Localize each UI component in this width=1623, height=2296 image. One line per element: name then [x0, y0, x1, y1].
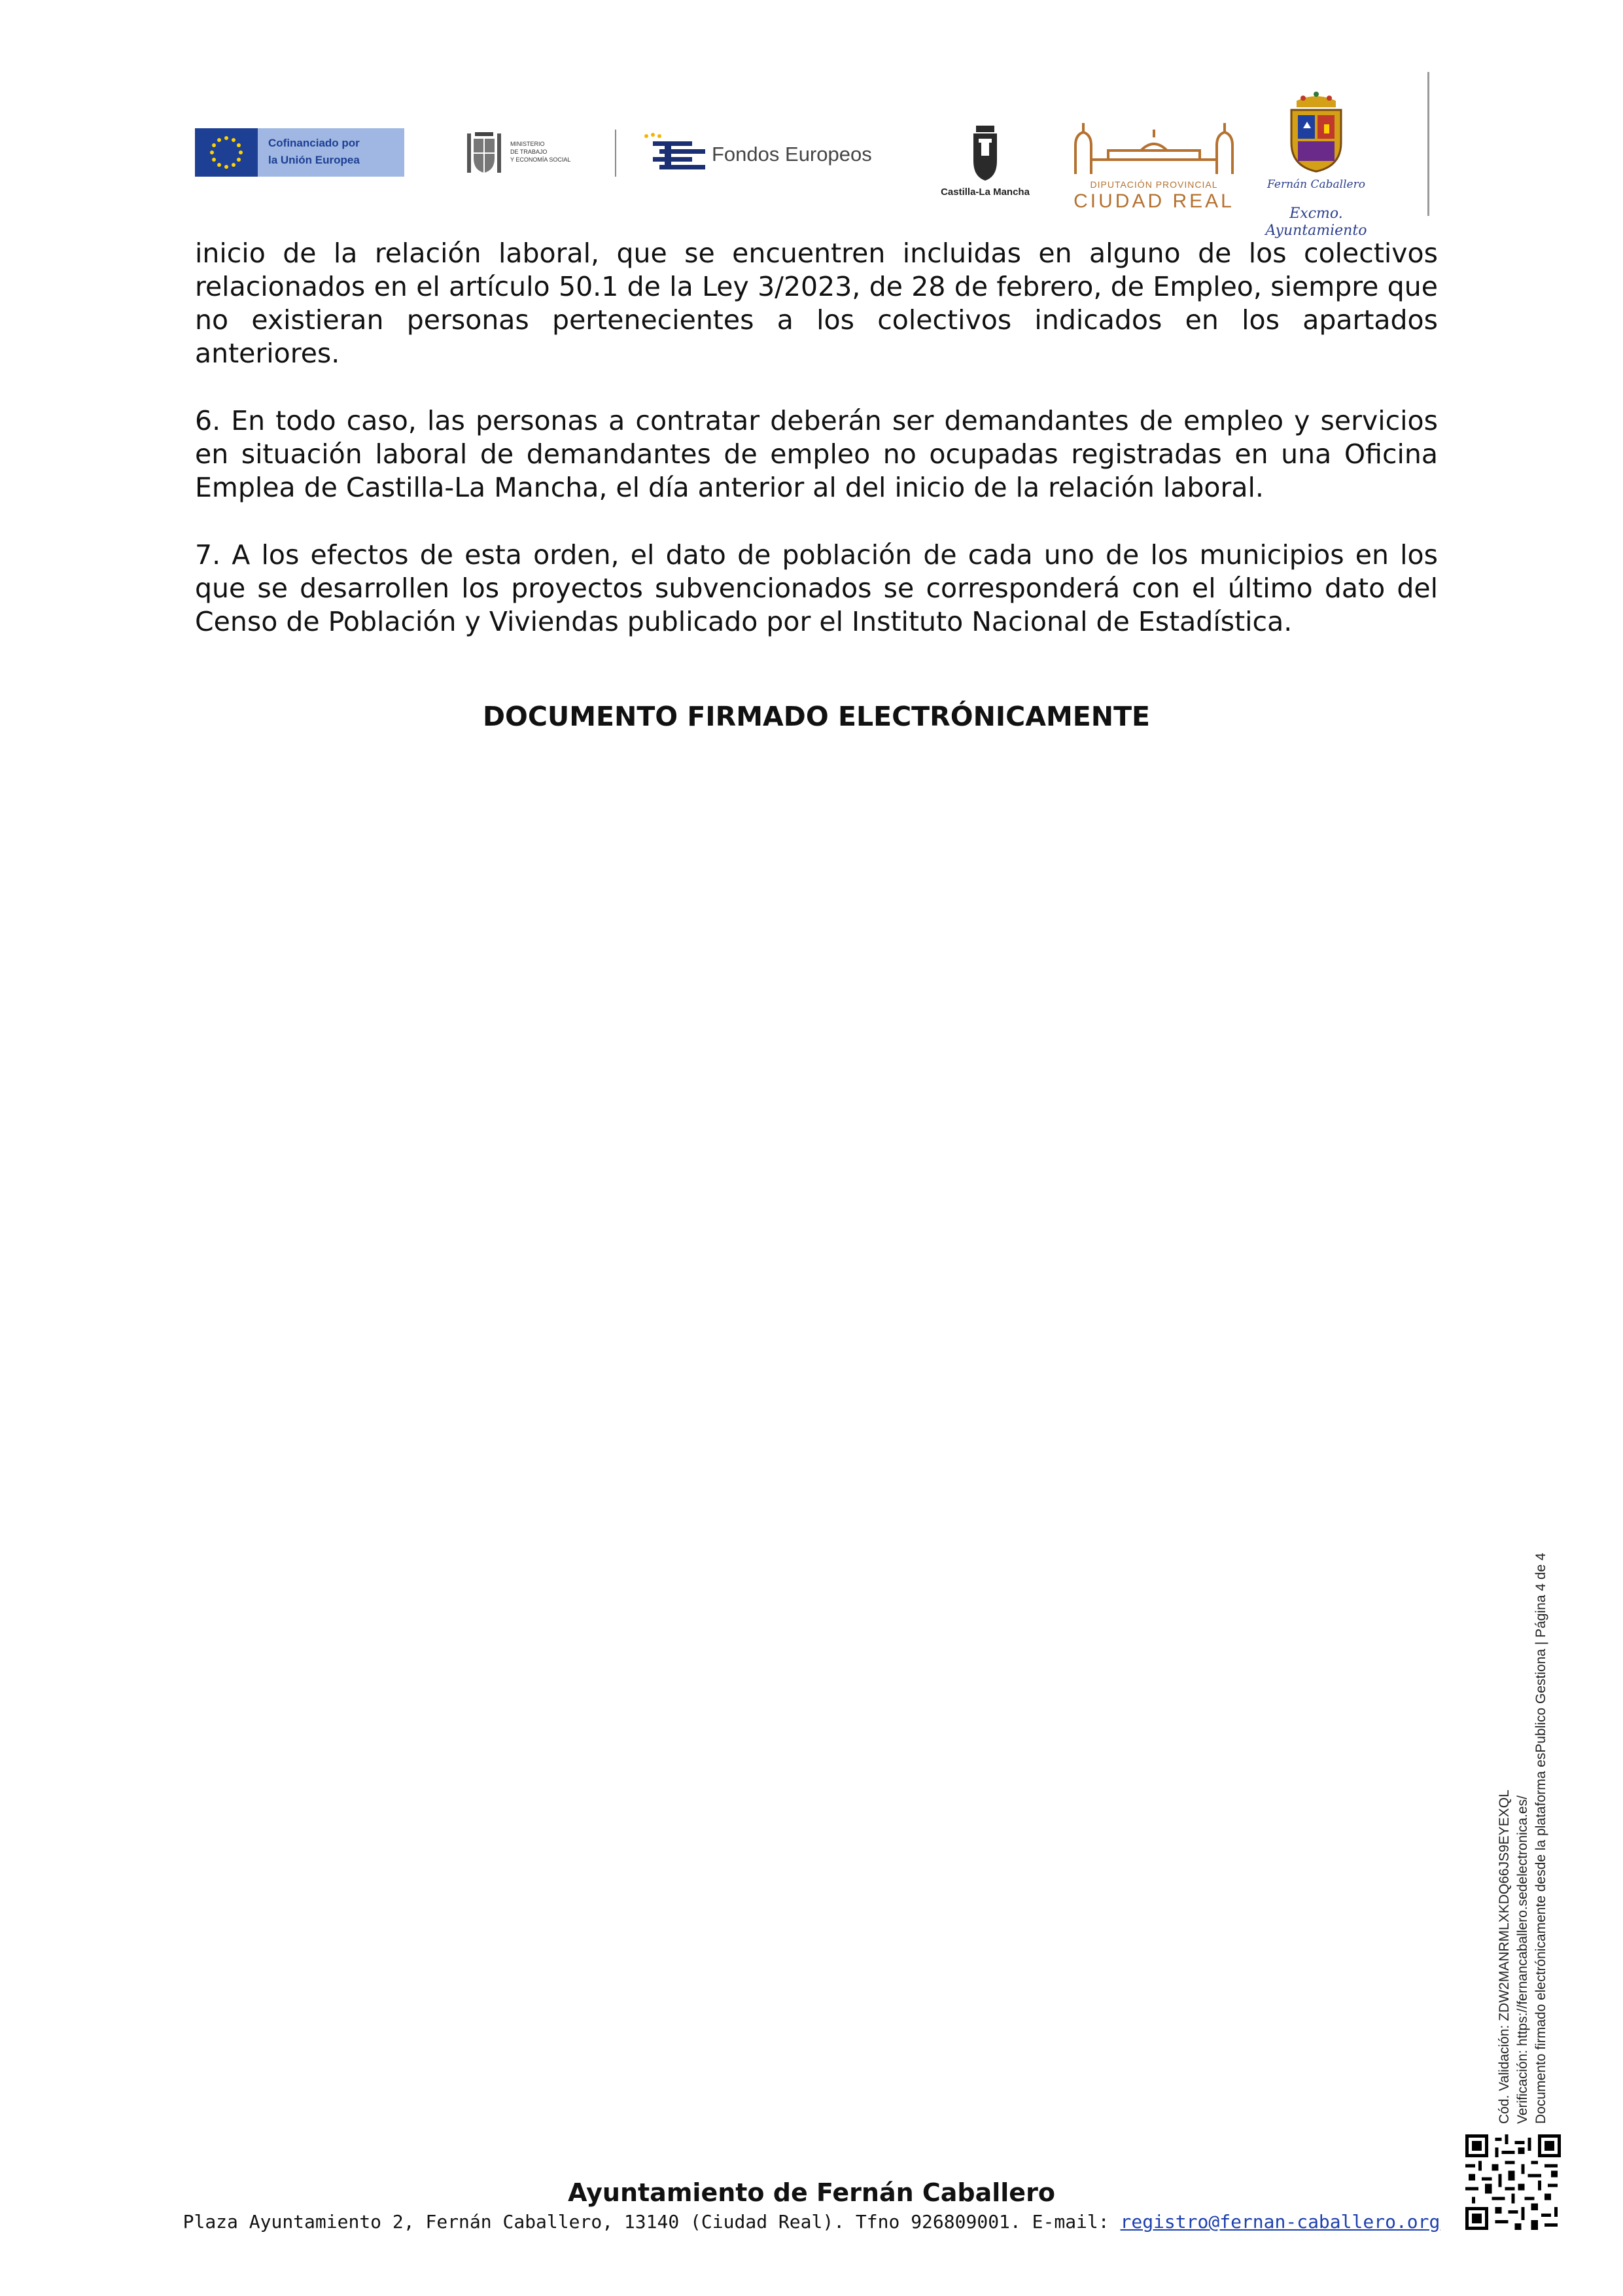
footer-address-text: Plaza Ayuntamiento 2, Fernán Caballero, 13140 (Ciudad Real). Tfno 926809001. E-mail:	[183, 2211, 1121, 2233]
eu-cofinanced-logo	[195, 128, 404, 177]
diputacion-line2: CIUDAD REAL	[1073, 190, 1234, 212]
paragraph-7: 7. A los efectos de esta orden, el dato de población de cada uno de los municipios en los que se desarrollen los proyectos subvencionados se corresponderá con el último dato del Censo de Población y Viviendas publicado por el Instituto Nacional de Estadística.	[195, 539, 1438, 637]
signature-platform-note: Documento firmado electrónicamente desde la plataforma esPublico Gestiona | Página 4 de 4	[1533, 1553, 1548, 2124]
diputacion-line1: DIPUTACIÓN PROVINCIAL	[1090, 179, 1218, 190]
fondos-europeos-text: Fondos Europeos	[712, 143, 872, 166]
diputacion-ciudad-real-logo	[1069, 119, 1239, 211]
document-body	[195, 237, 1438, 673]
verification-text	[1495, 1553, 1550, 2124]
header-vertical-rule	[1427, 72, 1429, 216]
ayuntamiento-crest-icon	[1251, 92, 1382, 177]
ayuntamiento-logo	[1251, 92, 1382, 239]
clm-text: Castilla-La Mancha	[941, 186, 1030, 198]
footer-email-link[interactable]: registro@fernan-caballero.org	[1120, 2211, 1440, 2233]
footer-title: Ayuntamiento de Fernán Caballero	[568, 2178, 1055, 2207]
diputacion-building-icon	[1069, 119, 1239, 178]
castilla-la-mancha-emblem-icon	[926, 123, 1044, 183]
paragraph-continuation: inicio de la relación laboral, que se encuentren incluidas en alguno de los colectivos relacionados en el artículo 50.1 de la Ley 3/2023, de 28 de febrero, de Empleo, siempre que no existieran personas pertenecientes a los colectivos indicados en los apartados anteriores.	[195, 238, 1438, 369]
eu-flag-icon	[195, 128, 258, 177]
ayuntamiento-line1: Fernán Caballero	[1267, 178, 1365, 191]
fondos-europeos-logo	[640, 131, 875, 177]
ayuntamiento-line2: Excmo. Ayuntamiento	[1265, 205, 1367, 239]
ministry-logo	[464, 127, 621, 179]
logo-divider	[615, 130, 616, 177]
paragraph-6: 6. En todo caso, las personas a contratar deberán ser demandantes de empleo y servicios en situación laboral de demandantes de empleo no ocupadas registradas en una Oficina Emplea de Castilla-La Mancha, el día anterior al del inicio de la relación laboral.	[195, 405, 1438, 503]
verification-url: Verificación: https://fernancaballero.sedelectronica.es/	[1515, 1795, 1530, 2124]
castilla-la-mancha-logo	[926, 123, 1044, 202]
ministry-text: MINISTERIO DE TRABAJO Y ECONOMÍA SOCIAL	[510, 141, 571, 163]
spain-coat-of-arms-icon	[464, 127, 504, 179]
signed-notice: DOCUMENTO FIRMADO ELECTRÓNICAMENTE	[482, 701, 1151, 732]
fondos-europeos-icon	[640, 131, 708, 177]
validation-code: Cód. Validación: ZDW2MANRMLXKDQ66JS9EYEXQL	[1497, 1790, 1512, 2124]
eu-logo-text: Cofinanciado por la Unión Europea	[268, 137, 360, 166]
header-logos	[195, 72, 1438, 239]
footer-address	[0, 2210, 1623, 2234]
